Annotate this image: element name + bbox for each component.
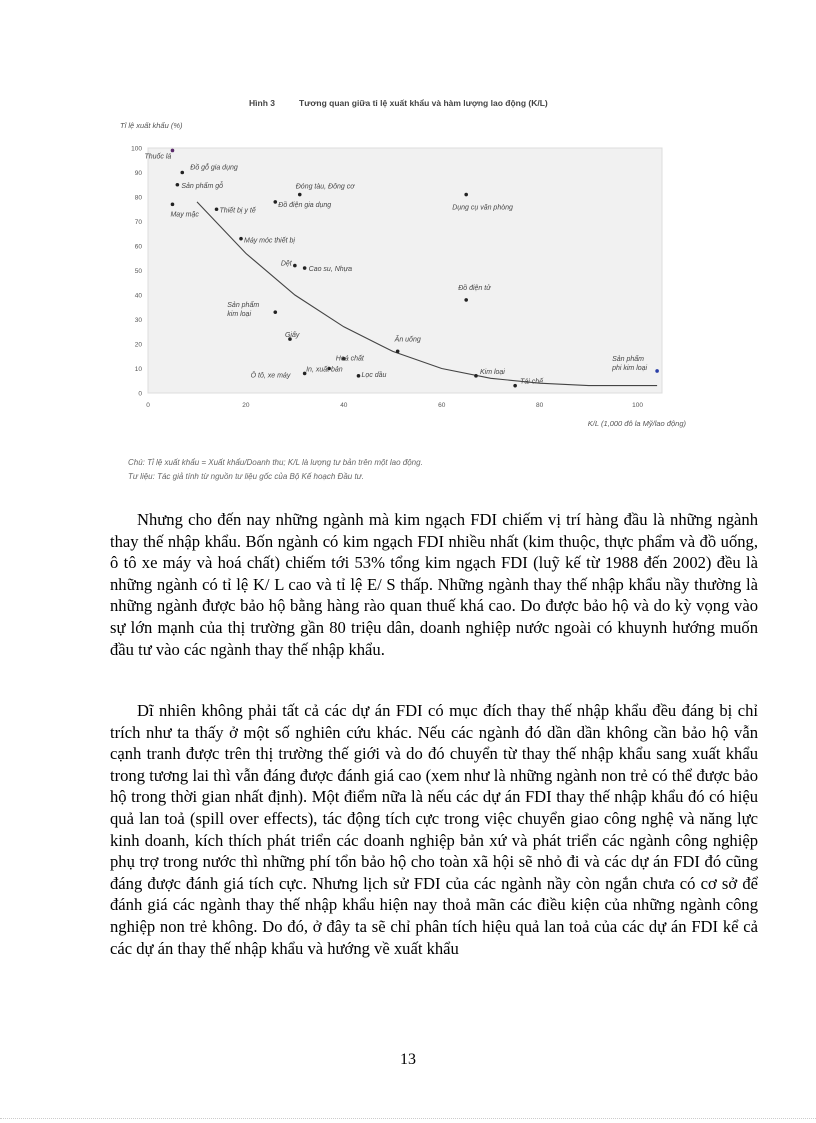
data-point-label: Sản phẩm gỗ: [181, 182, 224, 190]
data-point-label: Tái chế: [520, 378, 544, 386]
data-point-label: Thuốc lá: [144, 153, 172, 161]
data-point: [293, 264, 297, 268]
scatter-chart: [114, 90, 690, 485]
data-point: [396, 350, 400, 354]
paragraph-2: Dĩ nhiên không phải tất cả các dự án FDI có mục đích thay thế nhập khẩu đều đáng bị chỉ trích như ta thấy ở một số nghiên cứu khác. Nếu các ngành đó dần dần không cần bảo hộ vẫn cạnh tranh được trên thị trường thế giới và do đó chuyển từ thay thế nhập khẩu sang xuất khẩu trong tương lai thì vẫn đáng được đánh giá cao (xem như là những ngành non trẻ có thể được bảo hộ trong thời gian nhất định). Một điểm nữa là nếu các dự án FDI thay thế nhập khẩu đó có hiệu quả lan toả (spill over effects), tác động tích cực trong việc chuyển giao công nghệ và năng lực kinh doanh, kích thích phát triển các doanh nghiệp bản xứ và phát triển các ngành công nghiệp phụ trợ trong nước thì những phí tổn bảo hộ cho toàn xã hội sẽ nhỏ đi và các dự án FDI đó cũng đáng được đánh giá tích cực. Nhưng lịch sử FDI của các ngành nầy còn ngắn chưa có cơ sở để đánh giá các ngành thay thế nhập khẩu hiện nay thoả mãn các điều kiện của những ngành công nghiệp non trẻ không. Do đó, ở đây ta sẽ chỉ phân tích hiệu quả lan toả của các dự án FDI kể cả các dự án thay thế nhập khẩu và hướng về xuất khẩu: [110, 701, 758, 958]
data-point-label: Kim loại: [479, 368, 505, 376]
data-point: [171, 149, 175, 153]
y-tick-label: 0: [138, 390, 142, 398]
data-point: [239, 237, 243, 241]
data-point-label: Dụng cụ văn phòng: [452, 204, 513, 212]
x-axis-label: K/L (1,000 đô la Mỹ/lao động): [587, 419, 686, 428]
data-point: [273, 200, 277, 204]
data-point-label: Lọc dầu: [361, 371, 387, 379]
data-point: [474, 374, 478, 378]
y-tick-label: 30: [134, 317, 142, 324]
data-point: [513, 384, 517, 388]
paragraph-1: Nhưng cho đến nay những ngành mà kim ngạch FDI chiếm vị trí hàng đầu là những ngành thay thế nhập khẩu. Bốn ngành có kim ngạch FDI nhiều nhất (kim thuộc, thực phẩm và đồ uống, ô tô xe máy và hoá chất) chiếm tới 53% tổng kim ngạch FDI (luỹ kế từ 1988 đến 2002) đều là những ngành có tỉ lệ K/ L cao và tỉ lệ E/ S thấp. Những ngành thay thế nhập khẩu nầy thường là những ngành được bảo hộ bằng hàng rào quan thuế khá cao. Do được bảo hộ và do kỳ vọng vào sự lớn mạnh của thị trường gần 80 triệu dân, doanh nghiệp nước ngoài có khuynh hướng muốn đầu tư vào các ngành thay thế nhập khẩu.: [110, 510, 758, 659]
page-number: 13: [400, 1051, 416, 1068]
x-tick-label: 60: [438, 402, 446, 409]
data-point: [303, 266, 307, 270]
data-point-label: Ô tô, xe máy: [250, 372, 291, 380]
data-point: [655, 369, 659, 373]
x-tick-label: 0: [146, 402, 150, 409]
data-point: [180, 171, 184, 175]
data-point: [273, 310, 277, 314]
data-point-label: In, xuất bản: [306, 366, 343, 374]
x-tick-label: 40: [340, 402, 348, 409]
data-point-label: Hoá chất: [335, 355, 364, 363]
y-tick-label: 70: [134, 219, 142, 226]
data-point: [464, 298, 468, 302]
y-tick-label: 20: [134, 341, 142, 349]
data-point-label: Đồ điện gia dụng: [278, 201, 332, 209]
figure-label: Hình 3: [249, 98, 275, 108]
y-tick-label: 10: [134, 366, 142, 373]
data-point-label: Máy móc thiết bị: [244, 237, 295, 245]
data-point-label: Đồ điện tử: [458, 284, 491, 292]
chart-note: Chú: Tỉ lệ xuất khẩu = Xuất khẩu/Doanh thu; K/L là lượng tư bản trên một lao động.: [128, 458, 423, 467]
y-tick-label: 80: [134, 194, 142, 202]
y-tick-label: 100: [131, 145, 142, 153]
data-point: [298, 193, 302, 197]
data-point-label: Thiết bị y tế: [219, 207, 256, 215]
data-point-label: Đóng tàu, Đông cơ: [295, 183, 355, 191]
y-tick-label: 90: [134, 170, 142, 177]
figure-chart: [114, 90, 690, 485]
x-tick-label: 100: [632, 402, 643, 409]
y-tick-label: 60: [134, 243, 142, 251]
chart-title: Tương quan giữa tỉ lệ xuất khẩu và hàm lượng lao động (K/L): [299, 98, 548, 108]
data-point-label: Đồ gỗ gia dụng: [190, 164, 238, 172]
data-point-label: May mặc: [170, 211, 199, 219]
page-footer-rule: [0, 1118, 816, 1119]
data-point: [303, 372, 307, 376]
x-tick-label: 20: [242, 402, 250, 409]
data-point-label: Cao su, Nhựa: [308, 266, 353, 274]
y-tick-label: 40: [134, 292, 142, 300]
x-tick-label: 80: [536, 402, 544, 409]
data-point-label: Giấy: [284, 332, 300, 340]
plot-area: [148, 148, 662, 393]
chart-source: Tư liệu: Tác giả tính từ nguồn tư liệu gốc của Bộ Kế hoạch Đầu tư.: [128, 472, 364, 481]
data-point-label: Sản phẩm phi kim loại: [612, 355, 648, 372]
data-point-label: Dệt: [280, 260, 292, 268]
data-point-label: Ăn uống: [394, 336, 421, 344]
data-point: [464, 193, 468, 197]
y-axis-label: Tỉ lệ xuất khẩu (%): [120, 121, 183, 130]
data-point: [215, 207, 219, 211]
data-point: [176, 183, 180, 187]
data-point: [357, 374, 361, 378]
data-point: [171, 203, 175, 207]
data-point-label: Sản phẩm kim loại: [227, 302, 260, 319]
y-tick-label: 50: [134, 268, 142, 275]
